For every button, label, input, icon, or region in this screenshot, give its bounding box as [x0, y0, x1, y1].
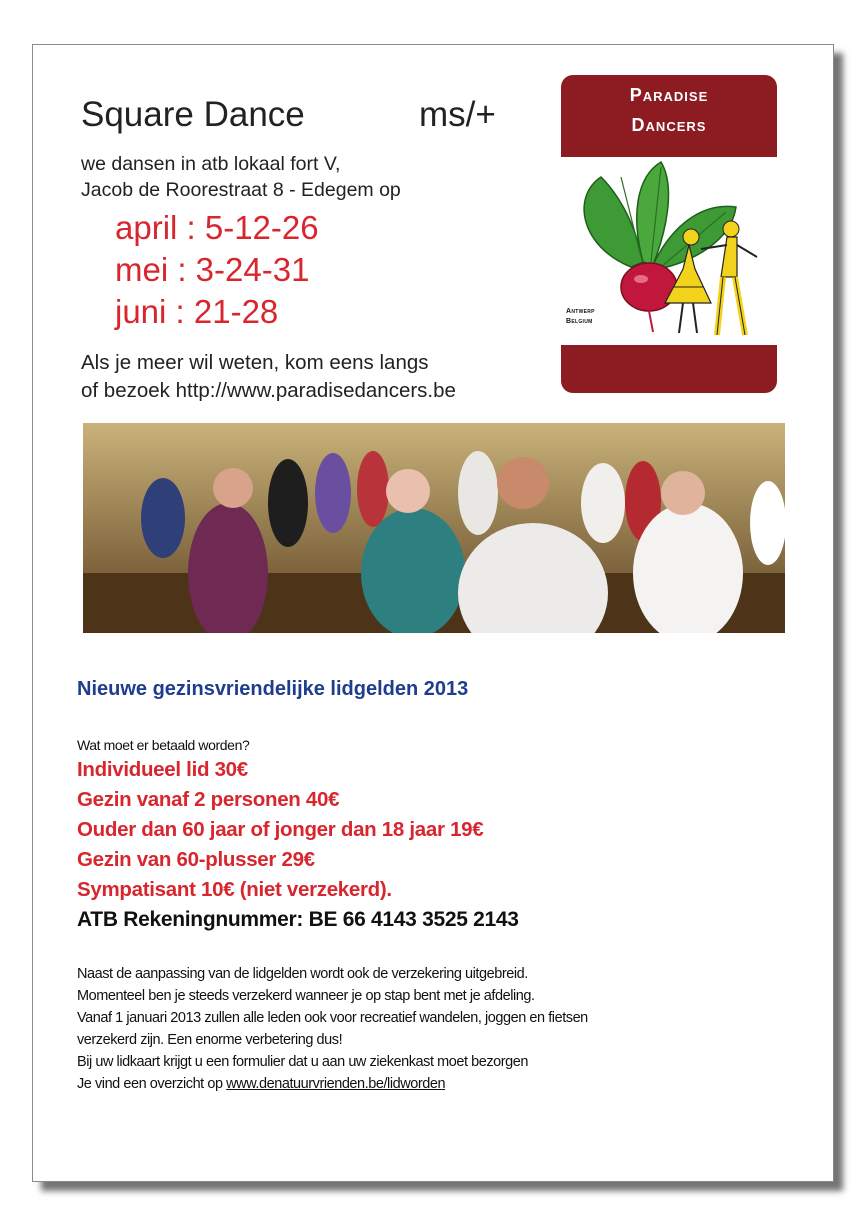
fee-item-senior-family: Gezin van 60-plusser 29€	[77, 848, 315, 871]
dance-photo	[83, 423, 785, 633]
logo-city: Antwerp	[566, 308, 595, 315]
beet-dancers-icon	[561, 157, 777, 345]
lidworden-link[interactable]: www.denatuurvrienden.be/lidworden	[226, 1076, 446, 1092]
note-line-3: Vanaf 1 januari 2013 zullen alle leden ook voor recreatief wandelen, joggen en fietsen	[77, 1010, 588, 1026]
fee-item-sympathizer: Sympatisant 10€ (niet verzekerd).	[77, 878, 392, 901]
fees-heading: Nieuwe gezinsvriendelijke lidgelden 2013	[77, 678, 469, 700]
paradise-dancers-logo	[561, 75, 777, 393]
page-title: Square Dance	[81, 95, 305, 134]
more-info-line-2: of bezoek http://www.paradisedancers.be	[81, 379, 456, 402]
note-line-5: Bij uw lidkaart krijgt u een formulier dat u aan uw ziekenkast moet bezorgen	[77, 1054, 528, 1070]
note-line-2: Momenteel ben je steeds verzekerd wanneer je op stap bent met je afdeling.	[77, 988, 535, 1004]
level-label: ms/+	[419, 95, 496, 134]
more-info-line-1: Als je meer wil weten, kom eens langs	[81, 351, 429, 374]
note-line-6-prefix: Je vind een overzicht op	[77, 1076, 227, 1092]
logo-country: Belgium	[566, 318, 593, 325]
fee-item-age: Ouder dan 60 jaar of jonger dan 18 jaar 19€	[77, 818, 484, 841]
logo-panel	[561, 157, 777, 345]
logo-name-line-1: Paradise	[629, 85, 709, 105]
date-line-april: april : 5-12-26	[115, 209, 319, 246]
note-line-1: Naast de aanpassing van de lidgelden wordt ook de verzekering uitgebreid.	[77, 966, 528, 982]
fee-item-individual: Individueel lid 30€	[77, 758, 248, 781]
logo-name-line-2: Dancers	[631, 115, 707, 135]
date-line-juni: juni : 21-28	[115, 293, 279, 330]
fee-item-family: Gezin vanaf 2 personen 40€	[77, 788, 340, 811]
dance-photo-icon	[83, 423, 785, 633]
note-line-4: verzekerd zijn. Een enorme verbetering dus!	[77, 1032, 343, 1048]
venue-line-2: Jacob de Roorestraat 8 - Edegem op	[81, 179, 401, 201]
account-number: ATB Rekeningnummer: BE 66 4143 3525 2143	[77, 908, 519, 931]
fees-question: Wat moet er betaald worden?	[77, 737, 250, 753]
venue-line-1: we dansen in atb lokaal fort V,	[81, 153, 341, 175]
note-line-6	[77, 1076, 445, 1092]
flyer-page	[32, 44, 834, 1182]
date-line-mei: mei : 3-24-31	[115, 251, 310, 288]
